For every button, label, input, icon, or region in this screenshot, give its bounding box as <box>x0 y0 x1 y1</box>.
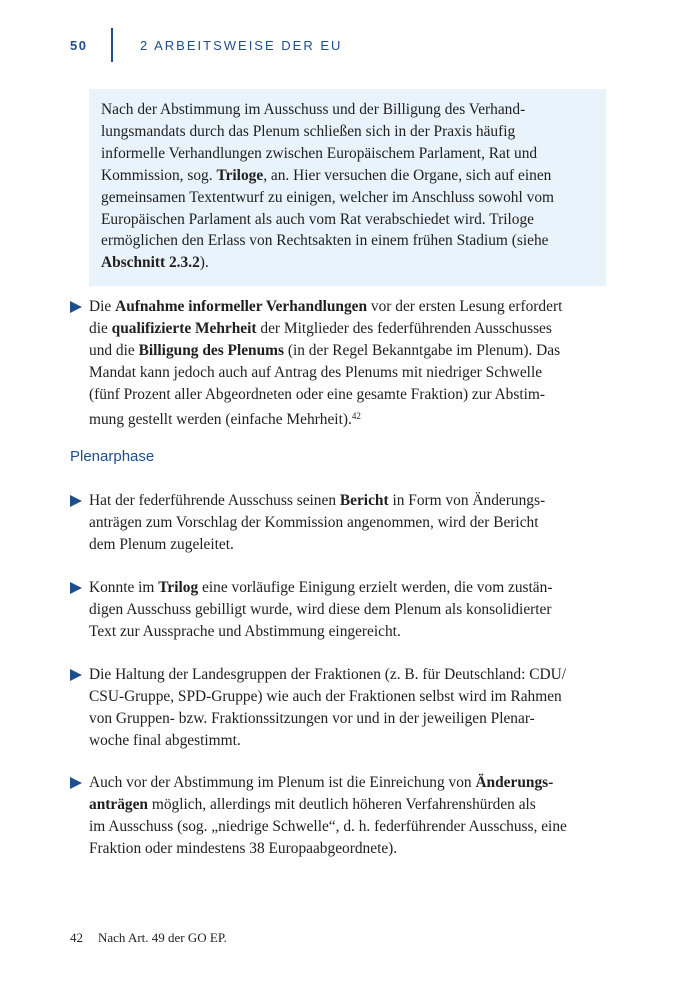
info-box-trilogues <box>89 89 606 286</box>
section-heading: Plenarphase <box>70 448 155 465</box>
triangle-bullet-icon <box>70 777 82 789</box>
bullet-item: Die Aufnahme informeller Verhandlungen vor der ersten Lesung erfordert die qualifizierte Mehrheit der Mitglieder des federführenden Ausschusses und die Billigung des Plenums (in der Regel Bekanntgabe im Plenum). Das Mandat kann jedoch auch auf Antrag des Plenums mit niedriger Schwelle (fünf Prozent aller Abgeordneten oder eine gesamte Fraktion) zur Abstim- mung gestellt werden (einfache Mehrheit).$^{42}$ <box>70 296 618 430</box>
text-line: informelle Verhandlungen zwischen Europäischem Parlament, Rat und <box>101 144 538 162</box>
bullet-item: Hat der federführende Ausschuss seinen Bericht in Form von Änderungs- anträgen zum Vorschlag der Kommission angenommen, wird der Bericht dem Plenum zugeleitet. <box>70 490 618 556</box>
term-triloge: Triloge <box>216 166 264 184</box>
page-number: 50 <box>70 38 88 53</box>
bullet-item: Konnte im Trilog eine vorläufige Einigung erzielt werden, die vom zustän- digen Ausschuss gebilligt wurde, wird diese dem Plenum als konsolidierter Text zur Aussprache und Abstimmung eingereicht. <box>70 577 618 643</box>
text-line: gemeinsamen Textentwurf zu einigen, welcher im Anschluss sowohl vom <box>101 188 554 206</box>
header-divider <box>111 28 113 62</box>
info-box-text <box>101 99 596 274</box>
footnote <box>70 930 227 946</box>
text-line: ermöglichen den Erlass von Rechtsakten in einem frühen Stadium (siehe <box>101 232 549 250</box>
text-line: Abschnitt 2.3.2). <box>101 254 209 272</box>
triangle-bullet-icon <box>70 301 82 313</box>
footnote-reference: 42 <box>351 410 361 421</box>
footnote-text: Nach Art. 49 der GO EP. <box>98 930 227 945</box>
triangle-bullet-icon <box>70 495 82 507</box>
text-line: Kommission, sog. Triloge, an. Hier versuchen die Organe, sich auf einen <box>101 166 552 184</box>
text-line: Europäischen Parlament als auch vom Rat verabschiedet wird. Triloge <box>101 210 534 228</box>
section-reference: Abschnitt 2.3.2 <box>101 254 200 272</box>
text-line: lungsmandats durch das Plenum schließen sich in der Praxis häufig <box>101 122 516 140</box>
triangle-bullet-icon <box>70 669 82 681</box>
bullet-item: Die Haltung der Landesgruppen der Fraktionen (z. B. für Deutschland: CDU/ CSU-Gruppe, SPD-Gruppe) wie auch der Fraktionen selbst wird im Rahmen von Gruppen- bzw. Fraktionssitzungen vor und in der jeweiligen Plenar- woche final abgestimmt. <box>70 664 618 752</box>
triangle-bullet-icon <box>70 582 82 594</box>
running-header <box>0 0 700 80</box>
bullet-item: Auch vor der Abstimmung im Plenum ist die Einreichung von Änderungs- anträgen möglich, allerdings mit deutlich höheren Verfahrenshürden als im Ausschuss (sog. „niedrige Schwelle“, d. h. federführender Ausschuss, eine Fraktion oder mindestens 38 Europaabgeordnete). <box>70 772 618 860</box>
text-line: Nach der Abstimmung im Ausschuss und der Billigung des Verhand- <box>101 101 526 118</box>
footnote-number: 42 <box>70 930 83 945</box>
chapter-title: 2 ARBEITSWEISE DER EU <box>140 38 343 53</box>
